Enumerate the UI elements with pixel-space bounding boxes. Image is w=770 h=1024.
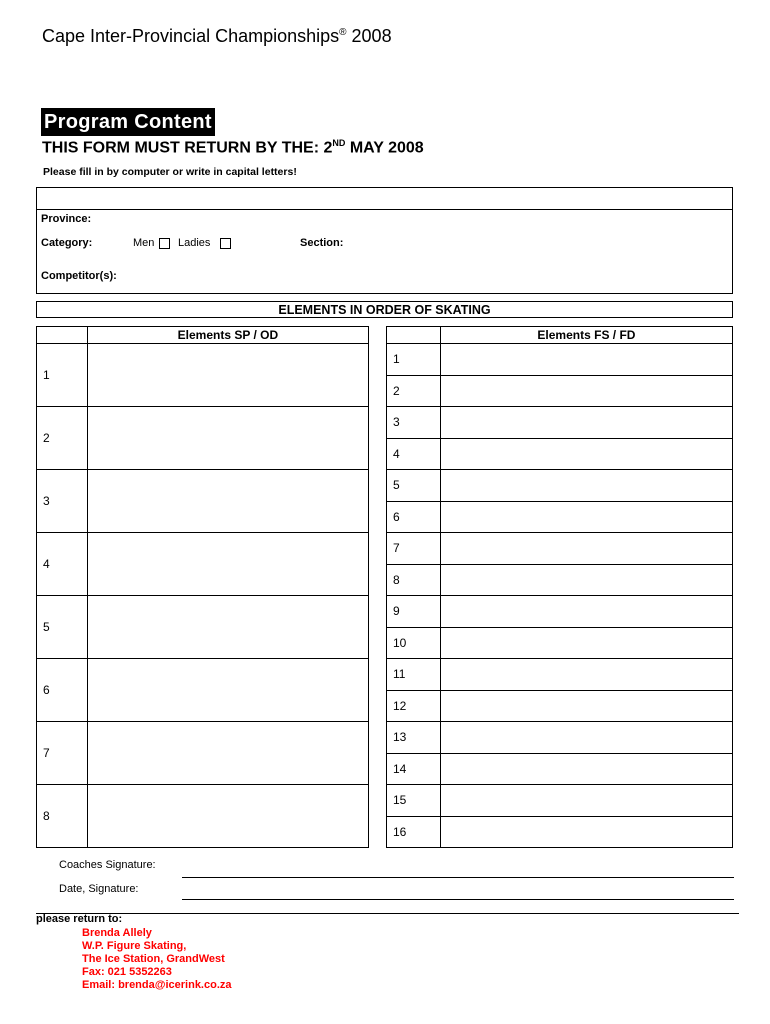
sp-column-header: Elements SP / OD [87,327,368,344]
address-location: The Ice Station, GrandWest [82,953,225,965]
fs-element-cell[interactable] [440,470,732,502]
address-name: Brenda Allely [82,927,152,939]
fs-row [387,659,733,691]
sp-row-number: 3 [37,470,88,533]
fs-row [387,533,733,565]
sp-element-cell[interactable] [87,407,368,470]
fs-row [387,627,733,659]
sp-row [37,533,369,596]
fs-row-number: 2 [387,375,441,407]
fs-element-cell[interactable] [440,533,732,565]
fs-row-number: 15 [387,785,441,817]
sp-element-cell[interactable] [87,659,368,722]
fs-element-cell[interactable] [440,753,732,785]
province-label: Province: [41,213,92,225]
fs-row-number: 4 [387,438,441,470]
title-year: 2008 [351,26,392,46]
fs-element-cell[interactable] [440,659,732,691]
fs-row-number: 5 [387,470,441,502]
fs-element-cell[interactable] [440,438,732,470]
men-label: Men [133,237,155,249]
fs-element-cell[interactable] [440,690,732,722]
address-org: W.P. Figure Skating, [82,940,187,952]
fs-element-cell[interactable] [440,501,732,533]
fs-row-number: 12 [387,690,441,722]
coach-signature-line[interactable] [182,877,734,878]
sp-row [37,659,369,722]
fill-instruction: Please fill in by computer or write in capital letters! [43,166,297,178]
sp-row-number: 1 [37,344,88,407]
fs-row-number: 13 [387,722,441,754]
fs-row-number: 14 [387,753,441,785]
deadline-ordinal: ND [332,138,346,148]
sp-row-number: 6 [37,659,88,722]
fs-row-number: 11 [387,659,441,691]
fs-element-cell[interactable] [440,722,732,754]
elements-heading: ELEMENTS IN ORDER OF SKATING [36,301,733,318]
sp-row-number: 4 [37,533,88,596]
fs-element-cell[interactable] [440,596,732,628]
fs-row [387,690,733,722]
fs-elements-table [386,326,733,848]
sp-element-cell[interactable] [87,533,368,596]
competitors-field[interactable] [129,266,727,286]
return-label: please return to: [36,913,123,925]
fs-element-cell[interactable] [440,344,732,376]
fs-row-number: 3 [387,407,441,439]
sp-element-cell[interactable] [87,722,368,785]
fs-row [387,470,733,502]
deadline-prefix: THIS FORM MUST RETURN BY THE: 2 [42,139,333,157]
coach-signature-label: Coaches Signature: [59,859,156,871]
fs-row [387,438,733,470]
fs-row [387,816,733,848]
sp-element-cell[interactable] [87,596,368,659]
program-content-label: Program Content [41,108,215,136]
fs-row-number: 1 [387,344,441,376]
address-fax: Fax: 021 5352263 [82,966,172,978]
fs-row-number: 10 [387,627,441,659]
fs-row [387,722,733,754]
fs-element-cell[interactable] [440,627,732,659]
address-email: Email: brenda@icerink.co.za [82,979,232,991]
fs-row-number: 9 [387,596,441,628]
footer-divider [36,913,739,914]
sp-element-cell[interactable] [87,785,368,848]
sp-elements-table [36,326,369,848]
sp-row [37,722,369,785]
competitor-info-box [36,187,733,294]
return-address [82,927,232,992]
sp-corner-cell [37,327,88,344]
sp-row [37,344,369,407]
deadline-suffix: MAY 2008 [345,139,424,157]
fs-row [387,344,733,376]
fs-row-number: 8 [387,564,441,596]
fs-row [387,375,733,407]
category-label: Category: [41,237,93,249]
fs-element-cell[interactable] [440,564,732,596]
fs-row-number: 16 [387,816,441,848]
fs-row [387,407,733,439]
fs-row [387,501,733,533]
men-checkbox[interactable] [159,238,170,249]
page-title [42,26,392,47]
sp-element-cell[interactable] [87,470,368,533]
fs-column-header: Elements FS / FD [440,327,732,344]
fs-element-cell[interactable] [440,785,732,817]
ladies-label: Ladies [178,237,211,249]
fs-row [387,596,733,628]
sp-row-number: 8 [37,785,88,848]
date-signature-line[interactable] [182,899,734,900]
fs-row-number: 6 [387,501,441,533]
sp-row [37,470,369,533]
registered-mark: ® [339,27,347,38]
sp-row-number: 2 [37,407,88,470]
sp-row-number: 5 [37,596,88,659]
sp-row [37,407,369,470]
date-signature-label: Date, Signature: [59,883,139,895]
fs-row [387,564,733,596]
fs-corner-cell [387,327,441,344]
sp-row [37,596,369,659]
competitors-label: Competitor(s): [41,270,117,282]
fs-row-number: 7 [387,533,441,565]
province-field[interactable] [137,211,727,229]
divider [37,209,732,210]
title-text: Cape Inter-Provincial Championships [42,26,340,46]
sp-row-number: 7 [37,722,88,785]
fs-row [387,785,733,817]
section-label: Section: [300,237,344,249]
fs-row [387,753,733,785]
sp-row [37,785,369,848]
sp-element-cell[interactable] [87,344,368,407]
section-field[interactable] [352,234,727,252]
ladies-checkbox[interactable] [220,238,231,249]
deadline-notice [42,138,424,157]
fs-element-cell[interactable] [440,407,732,439]
fs-element-cell[interactable] [440,816,732,848]
fs-element-cell[interactable] [440,375,732,407]
